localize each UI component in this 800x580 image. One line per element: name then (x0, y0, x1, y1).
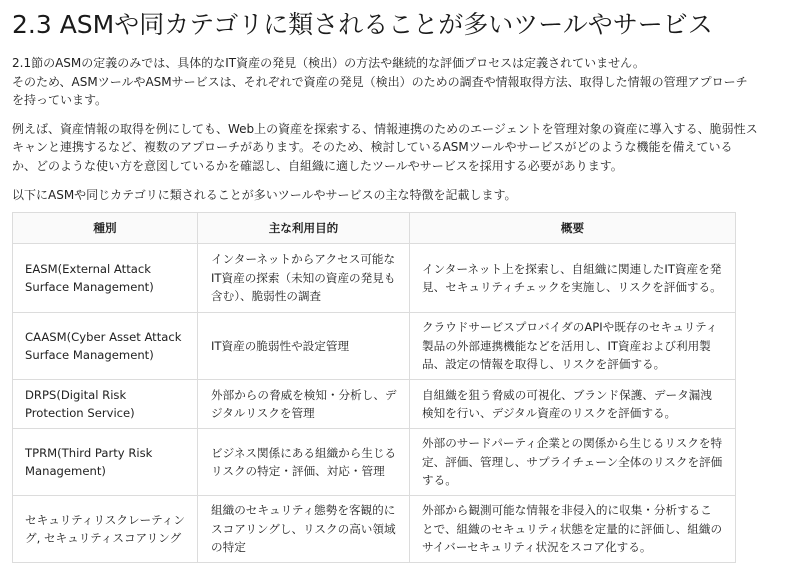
paragraph-line: を持っています。 (12, 93, 108, 108)
cell-type: セキュリティリスクレーティング, セキュリティスコアリング (13, 496, 198, 563)
paragraph-line: キャンと連携するなど、複数のアプローチがあります。そのため、検討しているASMツールやサービスがどのような機能を備えている (12, 140, 733, 155)
header-type: 種別 (13, 213, 198, 244)
cell-type: DRPS(Digital Risk Protection Service) (13, 380, 198, 429)
cell-purpose: ビジネス関係にある組織から生じるリスクの特定・評価、対応・管理 (198, 429, 410, 496)
section-heading: 2.3 ASMや同カテゴリに類されることが多いツールやサービス (12, 10, 713, 39)
table-header-row (13, 213, 736, 244)
table-row (13, 429, 736, 496)
cell-summary: 外部から観測可能な情報を非侵入的に収集・分析することで、組織のセキュリティ状態を定量的に評価し、組織のサイバーセキュリティ状況をスコア化する。 (410, 496, 736, 563)
cell-summary: クラウドサービスプロバイダのAPIや既存のセキュリティ製品の外部連携機能などを活用し、IT資産および利用製品、設定の情報を取得し、リスクを評価する。 (410, 313, 736, 380)
cell-summary: 自組織を狙う脅威の可視化、ブランド保護、データ漏洩検知を行い、デジタル資産のリスクを評価する。 (410, 380, 736, 429)
cell-summary: インターネット上を探索し、自組織に関連したIT資産を発見、セキュリティチェックを実施し、リスクを評価する。 (410, 244, 736, 313)
cell-type: TPRM(Third Party Risk Management) (13, 429, 198, 496)
paragraph-line: 2.1節のASMの定義のみでは、具体的なIT資産の発見（検出）の方法や継続的な評価プロセスは定義されていません。 (12, 56, 645, 70)
header-purpose: 主な利用目的 (198, 213, 410, 244)
table-row (13, 380, 736, 429)
cell-type: CAASM(Cyber Asset Attack Surface Management) (13, 313, 198, 380)
paragraph-asm-definition (12, 54, 788, 110)
table-row (13, 244, 736, 313)
paragraph-table-intro: 以下にASMや同じカテゴリに類されることが多いツールやサービスの主な特徴を記載します。 (12, 187, 517, 202)
cell-purpose: IT資産の脆弱性や設定管理 (198, 313, 410, 380)
paragraph-line: そのため、ASMツールやASMサービスは、それぞれで資産の発見（検出）のための調査や情報取得方法、取得した情報の管理アプローチ (12, 74, 748, 89)
table-row (13, 496, 736, 563)
paragraph-line: 例えば、資産情報の取得を例にしても、Web上の資産を探索する、情報連携のためのエージェントを管理対象の資産に導入する、脆弱性ス (12, 121, 758, 136)
cell-summary: 外部のサードパーティ企業との関係から生じるリスクを特定、評価、管理し、サプライチェーン全体のリスクを評価する。 (410, 429, 736, 496)
cell-type: EASM(External Attack Surface Management) (13, 244, 198, 313)
header-summary: 概要 (410, 213, 736, 244)
cell-purpose: 外部からの脅威を検知・分析し、デジタルリスクを管理 (198, 380, 410, 429)
paragraph-line: か、どのような使い方を意図しているかを確認し、自組織に適したツールやサービスを採用する必要があります。 (12, 158, 623, 173)
cell-purpose: 組織のセキュリティ態勢を客観的にスコアリングし、リスクの高い領域の特定 (198, 496, 410, 563)
table-row (13, 313, 736, 380)
cell-purpose: インターネットからアクセス可能なIT資産の探索（未知の資産の発見も含む）、脆弱性の調査 (198, 244, 410, 313)
tools-comparison-table (12, 212, 736, 563)
paragraph-approaches (12, 120, 788, 176)
